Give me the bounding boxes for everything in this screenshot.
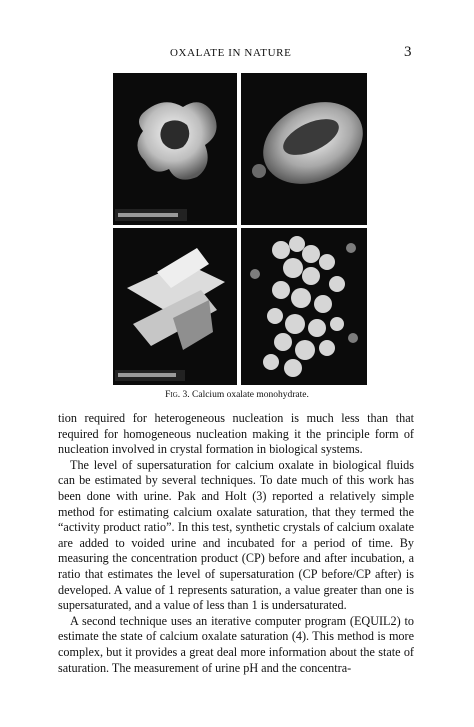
- caption-label: Fig. 3.: [165, 390, 190, 400]
- micrograph-ovoid-crystal: [241, 73, 367, 225]
- figure-micrographs: [113, 73, 367, 385]
- caption-text: Calcium oxalate monohydrate.: [192, 390, 309, 400]
- paragraph-equil2: A second technique uses an iterative computer program (EQUIL2) to estimate the state of calcium oxalate saturation (4). This method is more complex, but it provides a great deal more information about the state of saturation. The measurement of urine pH and the concentra-: [58, 613, 414, 675]
- running-header: [0, 44, 474, 62]
- paragraph-supersaturation: The level of supersaturation for calcium oxalate in biological fluids can be estimated by several techniques. To date much of this work has been done with urine. Pak and Holt (3) reported a relatively simple method for estimating calcium oxalate saturation, that they termed the “activity product ratio”. In this test, synthetic crystals of calcium oxalate are added to voided urine and incubated for a period of time. By measuring the concentration product (CP) before and after incubation, a ratio that estimates the level of supersaturation (CP before/CP after) is developed. A value of 1 represents saturation, a value greater than one is supersaturated, and a value of less than 1 is undersaturated.: [58, 457, 414, 613]
- figure-caption: [0, 390, 474, 400]
- body-text: [58, 411, 414, 676]
- paragraph-continuation: tion required for heterogeneous nucleation is much less than that required for homogeneous nucleation making it the principle form of nucleation involved in crystal formation in biological systems.: [58, 411, 414, 457]
- running-title: OXALATE IN NATURE: [170, 47, 292, 59]
- micrograph-aggregate-spheres: [241, 228, 367, 385]
- page-number: 3: [404, 44, 412, 60]
- micrograph-dumbbell-crystal: [113, 73, 237, 225]
- micrograph-plate-crystals: [113, 228, 237, 385]
